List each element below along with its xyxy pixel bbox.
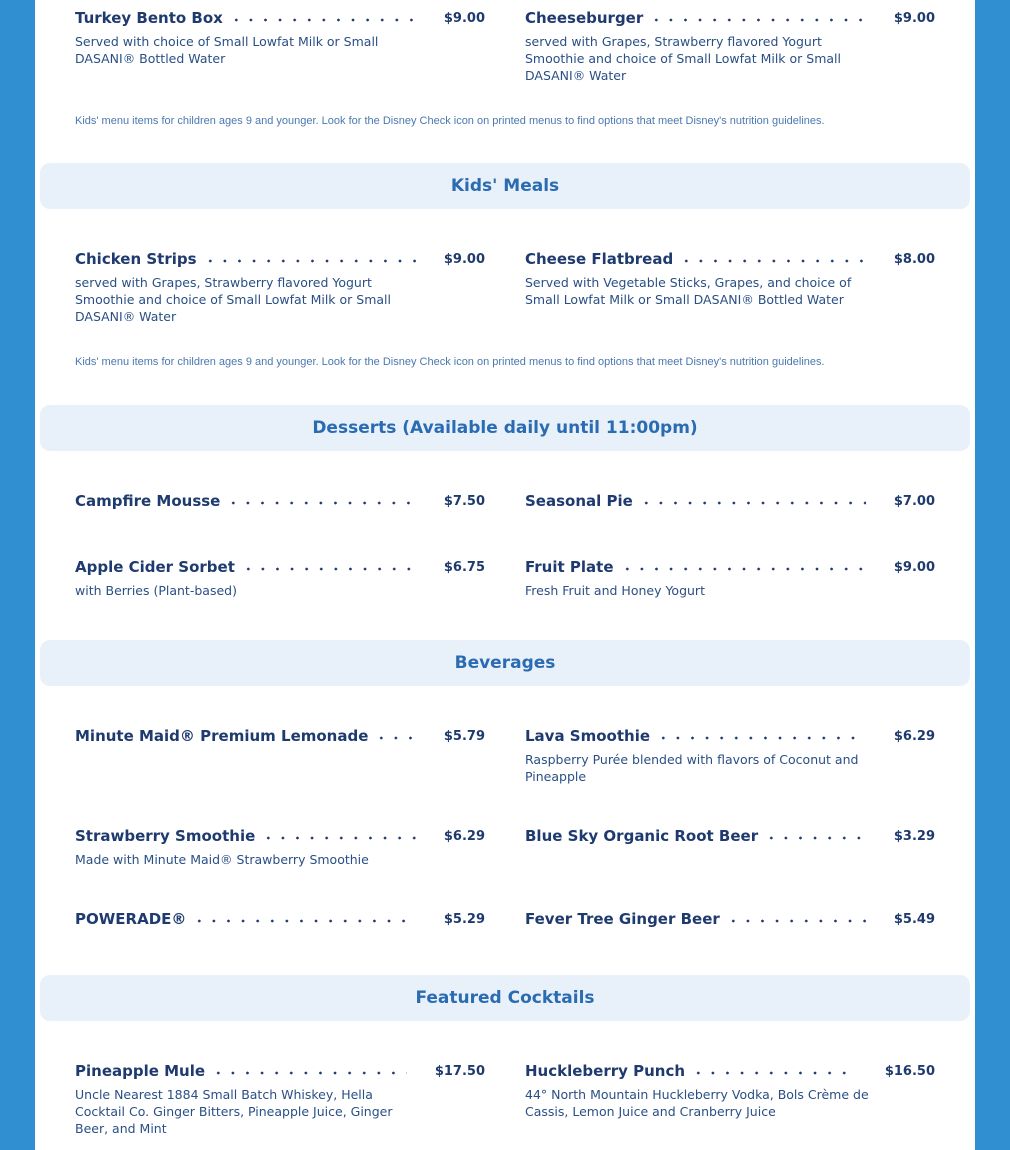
item-name: Blue Sky Organic Root Beer	[525, 827, 759, 845]
item-price: $7.50	[443, 494, 485, 509]
item-name: POWERADE®	[75, 910, 187, 928]
item-name: Fever Tree Ginger Beer	[525, 910, 720, 928]
menu-item-lava-smoothie[interactable]	[525, 723, 935, 785]
kids-menu-note: Kids' menu items for children ages 9 and younger. Look for the Disney Check icon on printed menus to find options that meet Disney's nutrition guidelines.	[75, 356, 825, 368]
menu-card	[35, 0, 975, 1150]
item-price: $16.50	[884, 1064, 935, 1079]
item-price: $5.79	[443, 729, 485, 744]
item-price: $9.00	[893, 11, 935, 26]
menu-item-campfire-mousse[interactable]	[75, 488, 485, 510]
item-name: Chicken Strips	[75, 250, 197, 268]
item-name: Strawberry Smoothie	[75, 827, 256, 845]
item-name: Turkey Bento Box	[75, 9, 223, 27]
item-description: served with Grapes, Strawberry flavored Yogurt Smoothie and choice of Small Lowfat Milk or Small DASANI® Water	[525, 34, 841, 83]
item-description: Served with choice of Small Lowfat Milk or Small DASANI® Bottled Water	[75, 34, 379, 66]
section-header-beverages: Beverages	[40, 640, 970, 686]
item-name: Cheeseburger	[525, 9, 644, 27]
menu-item-chicken-strips[interactable]	[75, 246, 485, 325]
section-header-desserts: Desserts (Available daily until 11:00pm)	[40, 405, 970, 451]
item-price: $6.75	[443, 560, 485, 575]
menu-item-powerade[interactable]	[75, 906, 485, 928]
item-description: served with Grapes, Strawberry flavored Yogurt Smoothie and choice of Small Lowfat Milk or Small DASANI® Water	[75, 275, 391, 324]
item-name: Pineapple Mule	[75, 1062, 206, 1080]
menu-item-cheese-flatbread[interactable]	[525, 246, 935, 308]
item-description: with Berries (Plant-based)	[75, 583, 237, 598]
item-price: $3.29	[893, 829, 935, 844]
menu-item-blue-sky-root-beer[interactable]	[525, 823, 935, 845]
menu-item-cheeseburger[interactable]	[525, 5, 935, 84]
item-name: Apple Cider Sorbet	[75, 558, 235, 576]
item-name: Cheese Flatbread	[525, 250, 674, 268]
menu-item-apple-cider-sorbet[interactable]	[75, 554, 485, 599]
menu-item-strawberry-smoothie[interactable]	[75, 823, 485, 868]
item-price: $9.00	[893, 560, 935, 575]
item-price: $6.29	[893, 729, 935, 744]
item-price: $5.29	[443, 912, 485, 927]
item-name: Campfire Mousse	[75, 492, 221, 510]
section-header-kids-meals: Kids' Meals	[40, 163, 970, 209]
item-price: $6.29	[443, 829, 485, 844]
item-price: $8.00	[893, 252, 935, 267]
item-description: Uncle Nearest 1884 Small Batch Whiskey, Hella Cocktail Co. Ginger Bitters, Pineapple Juice, Ginger Beer, and Mint	[75, 1087, 393, 1136]
item-name: Fruit Plate	[525, 558, 614, 576]
item-price: $9.00	[443, 252, 485, 267]
item-description: 44° North Mountain Huckleberry Vodka, Bols Crème de Cassis, Lemon Juice and Cranberry Juice	[525, 1087, 869, 1119]
item-description: Made with Minute Maid® Strawberry Smoothie	[75, 852, 369, 867]
menu-item-minute-maid-lemonade[interactable]	[75, 723, 485, 745]
section-header-featured-cocktails: Featured Cocktails	[40, 975, 970, 1021]
item-price: $9.00	[443, 11, 485, 26]
menu-item-fruit-plate[interactable]	[525, 554, 935, 599]
item-description: Raspberry Purée blended with flavors of Coconut and Pineapple	[525, 752, 859, 784]
item-name: Huckleberry Punch	[525, 1062, 686, 1080]
item-description: Served with Vegetable Sticks, Grapes, and choice of Small Lowfat Milk or Small DASANI® Bottled Water	[525, 275, 852, 307]
menu-item-huckleberry-punch[interactable]	[525, 1058, 935, 1120]
menu-item-seasonal-pie[interactable]	[525, 488, 935, 510]
menu-item-fever-tree-ginger-beer[interactable]	[525, 906, 935, 928]
menu-item-pineapple-mule[interactable]	[75, 1058, 485, 1137]
item-price: $5.49	[893, 912, 935, 927]
item-description: Fresh Fruit and Honey Yogurt	[525, 583, 705, 598]
item-price: $17.50	[434, 1064, 485, 1079]
item-name: Minute Maid® Premium Lemonade	[75, 727, 369, 745]
item-name: Lava Smoothie	[525, 727, 651, 745]
kids-menu-note: Kids' menu items for children ages 9 and younger. Look for the Disney Check icon on printed menus to find options that meet Disney's nutrition guidelines.	[75, 115, 825, 127]
menu-item-turkey-bento-box[interactable]	[75, 5, 485, 67]
item-name: Seasonal Pie	[525, 492, 633, 510]
item-price: $7.00	[893, 494, 935, 509]
